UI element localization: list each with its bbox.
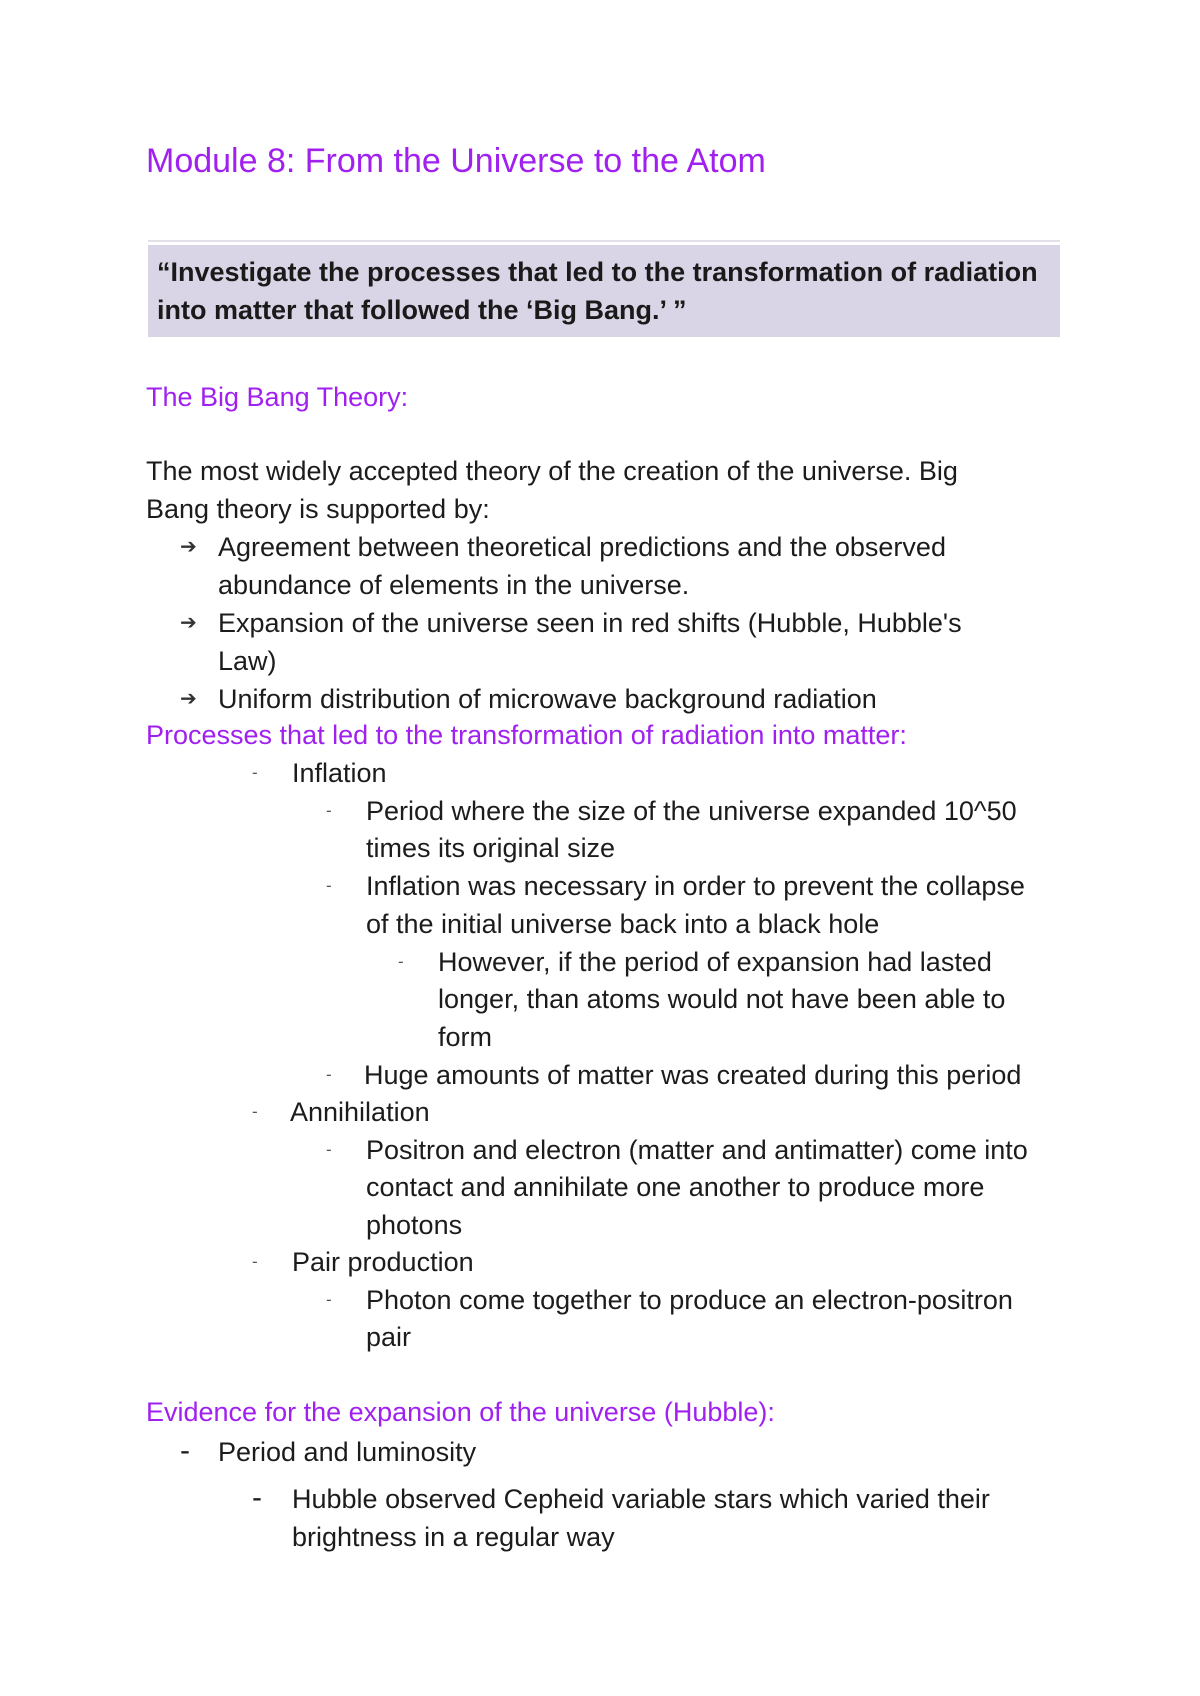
dash-bullet-icon: - — [326, 801, 332, 820]
dash-bullet-icon: - — [326, 876, 332, 895]
section-heading-big-bang: The Big Bang Theory: — [146, 382, 409, 412]
section-heading-evidence: Evidence for the expansion of the universe (Hubble): — [146, 1397, 775, 1427]
sub-item-text-line: Period where the size of the universe expanded 10^50 — [366, 796, 1017, 826]
sub-item-text-line: photons — [366, 1210, 463, 1240]
callout-top-rule — [148, 240, 1060, 242]
sub-item-text-line: times its original size — [366, 833, 616, 863]
arrow-bullet-icon: ➔ — [180, 688, 197, 710]
intro-text-line: Bang theory is supported by: — [146, 494, 490, 524]
list-item-annihilation: Annihilation — [290, 1097, 430, 1127]
sub-item-text-line: pair — [366, 1322, 412, 1352]
sub-item-text-line: Hubble observed Cepheid variable stars which varied their — [292, 1484, 990, 1514]
sub-item-text-line: of the initial universe back into a black hole — [366, 909, 880, 939]
sub-sub-item-text-line: form — [438, 1022, 492, 1052]
page-title: Module 8: From the Universe to the Atom — [146, 142, 766, 180]
sub-sub-item-text-line: However, if the period of expansion had lasted — [438, 947, 992, 977]
sub-item-text-line: brightness in a regular way — [292, 1522, 615, 1552]
sub-item-text-line: Huge amounts of matter was created during this period — [364, 1060, 1022, 1090]
list-item-pair-production: Pair production — [292, 1247, 474, 1277]
arrow-bullet-icon: ➔ — [180, 536, 197, 558]
dash-bullet-icon: - — [252, 1481, 262, 1514]
dash-bullet-icon: - — [252, 1252, 258, 1271]
dash-bullet-icon: - — [180, 1434, 190, 1467]
sub-item-text-line: Positron and electron (matter and antimatter) come into — [366, 1135, 1028, 1165]
arrow-bullet-icon: ➔ — [180, 612, 197, 634]
dash-bullet-icon: - — [398, 952, 404, 971]
bullet-text-line: Uniform distribution of microwave background radiation — [218, 684, 877, 714]
bullet-text-line: Agreement between theoretical predictions and the observed — [218, 532, 946, 562]
dash-bullet-icon: - — [252, 1102, 258, 1121]
dash-bullet-icon: - — [326, 1290, 332, 1309]
dash-bullet-icon: - — [326, 1140, 332, 1159]
bullet-text-line: Expansion of the universe seen in red shifts (Hubble, Hubble's — [218, 608, 962, 638]
sub-item-text-line: Photon come together to produce an electron-positron — [366, 1285, 1013, 1315]
bullet-text-line: abundance of elements in the universe. — [218, 570, 690, 600]
intro-text-line: The most widely accepted theory of the creation of the universe. Big — [146, 456, 958, 486]
dash-bullet-icon: - — [252, 763, 258, 782]
list-item-period-luminosity: Period and luminosity — [218, 1437, 477, 1467]
list-item-inflation: Inflation — [292, 758, 387, 788]
sub-item-text-line: contact and annihilate one another to produce more — [366, 1172, 985, 1202]
section-heading-processes: Processes that led to the transformation of radiation into matter: — [146, 720, 907, 750]
sub-sub-item-text-line: longer, than atoms would not have been able to — [438, 984, 1006, 1014]
dash-bullet-icon: - — [326, 1065, 332, 1084]
sub-item-text-line: Inflation was necessary in order to prevent the collapse — [366, 871, 1025, 901]
bullet-text-line: Law) — [218, 646, 277, 676]
callout-text: “Investigate the processes that led to the transformation of radiation into matter that followed the ‘Big Bang.’ ” — [157, 257, 1038, 325]
